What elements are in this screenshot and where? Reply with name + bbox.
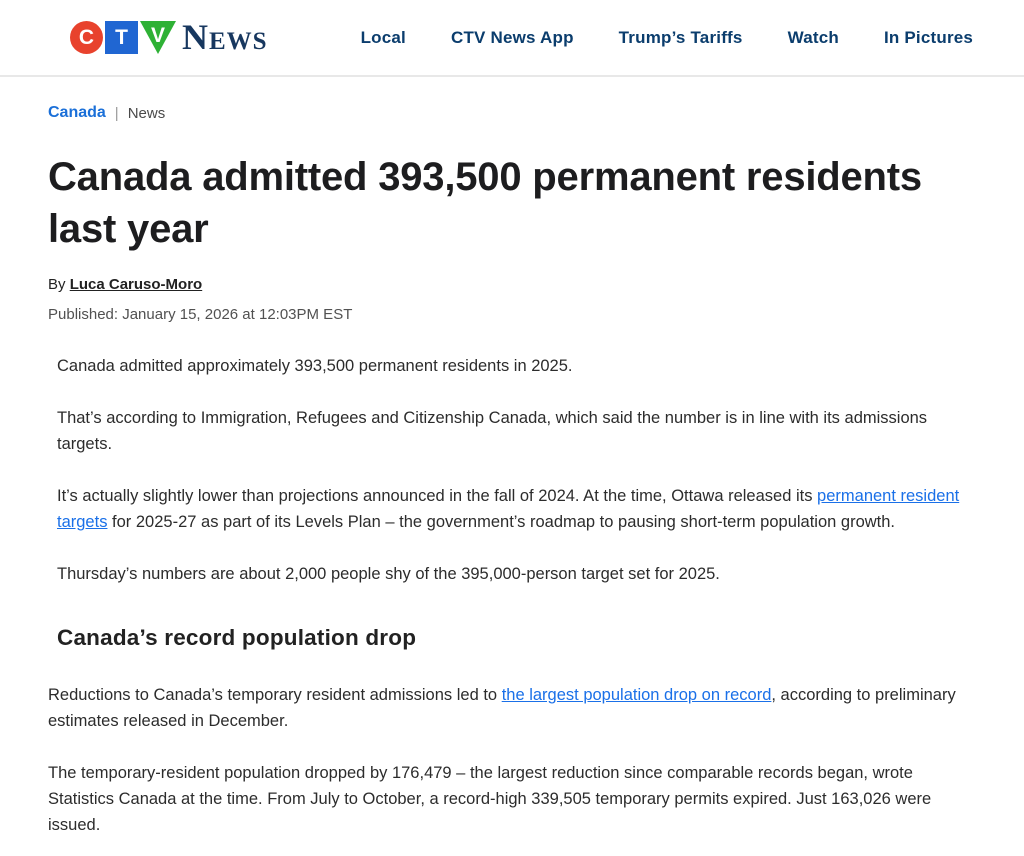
- main-nav: [361, 28, 974, 48]
- article-lead-section: [48, 353, 972, 587]
- paragraph-1: Canada admitted approximately 393,500 permanent residents in 2025.: [57, 357, 573, 375]
- ctv-logo-shapes: [70, 21, 176, 54]
- ctv-news-logo[interactable]: [70, 17, 268, 57]
- nav-item-in-pictures[interactable]: In Pictures: [883, 27, 974, 47]
- permanent-resident-targets-link[interactable]: permanent resident targets: [57, 487, 960, 531]
- nav-item-local[interactable]: Local: [360, 27, 406, 47]
- paragraph-3: [57, 483, 972, 535]
- section-subheading: Canada’s record population drop: [57, 625, 417, 650]
- breadcrumb-news: News: [127, 104, 166, 122]
- author-link[interactable]: Luca Caruso-Moro: [69, 276, 203, 293]
- ctv-logo-t-square-icon: T: [105, 21, 138, 54]
- breadcrumb: [48, 104, 972, 122]
- paragraph-5-text-cont: , according to preliminary estimates released in December.: [48, 686, 956, 730]
- paragraph-2: That’s according to Immigration, Refugees and Citizenship Canada, which said the number is in line with its admissions targets.: [57, 409, 928, 453]
- ctv-logo-v-triangle-icon: [140, 21, 176, 54]
- paragraph-3-text: It’s actually slightly lower than projections announced in the fall of 2024. At the time, Ottawa released its: [57, 487, 818, 505]
- breadcrumb-canada-link[interactable]: Canada: [48, 104, 106, 121]
- byline-prefix: By: [48, 276, 66, 293]
- paragraph-5: [48, 682, 972, 734]
- nav-item-watch[interactable]: Watch: [787, 27, 839, 47]
- breadcrumb-separator: |: [114, 104, 119, 122]
- paragraph-4: Thursday’s numbers are about 2,000 people shy of the 395,000-person target set for 2025.: [57, 565, 720, 583]
- article-headline: Canada admitted 393,500 permanent residents last year: [48, 155, 922, 251]
- paragraph-6: The temporary-resident population dropped by 176,479 – the largest reduction since comparable records began, wrote Statistics Canada at the time. From July to October, a record-high 339,505 temporary permits expired. Just 163,026 were issued.: [48, 764, 932, 834]
- byline: [48, 276, 972, 293]
- nav-item-trumps-tariffs[interactable]: Trump’s Tariffs: [618, 27, 743, 47]
- paragraph-3-text-cont: for 2025-27 as part of its Levels Plan – the government’s roadmap to pausing short-term population growth.: [107, 513, 896, 531]
- article-body: [48, 353, 972, 838]
- nav-item-ctv-news-app[interactable]: CTV News App: [450, 27, 574, 47]
- ctv-logo-news-wordmark: News: [182, 17, 268, 57]
- article-page: [0, 104, 1024, 838]
- paragraph-5-text: Reductions to Canada’s temporary resident admissions led to: [48, 686, 502, 704]
- published-timestamp: Published: January 15, 2026 at 12:03PM EST: [48, 306, 353, 323]
- site-header: [0, 0, 1024, 77]
- svg-text:V: V: [150, 24, 166, 47]
- ctv-logo-c-circle-icon: C: [70, 21, 103, 54]
- article-tail-section: [48, 682, 972, 838]
- population-drop-record-link[interactable]: the largest population drop on record: [501, 686, 772, 704]
